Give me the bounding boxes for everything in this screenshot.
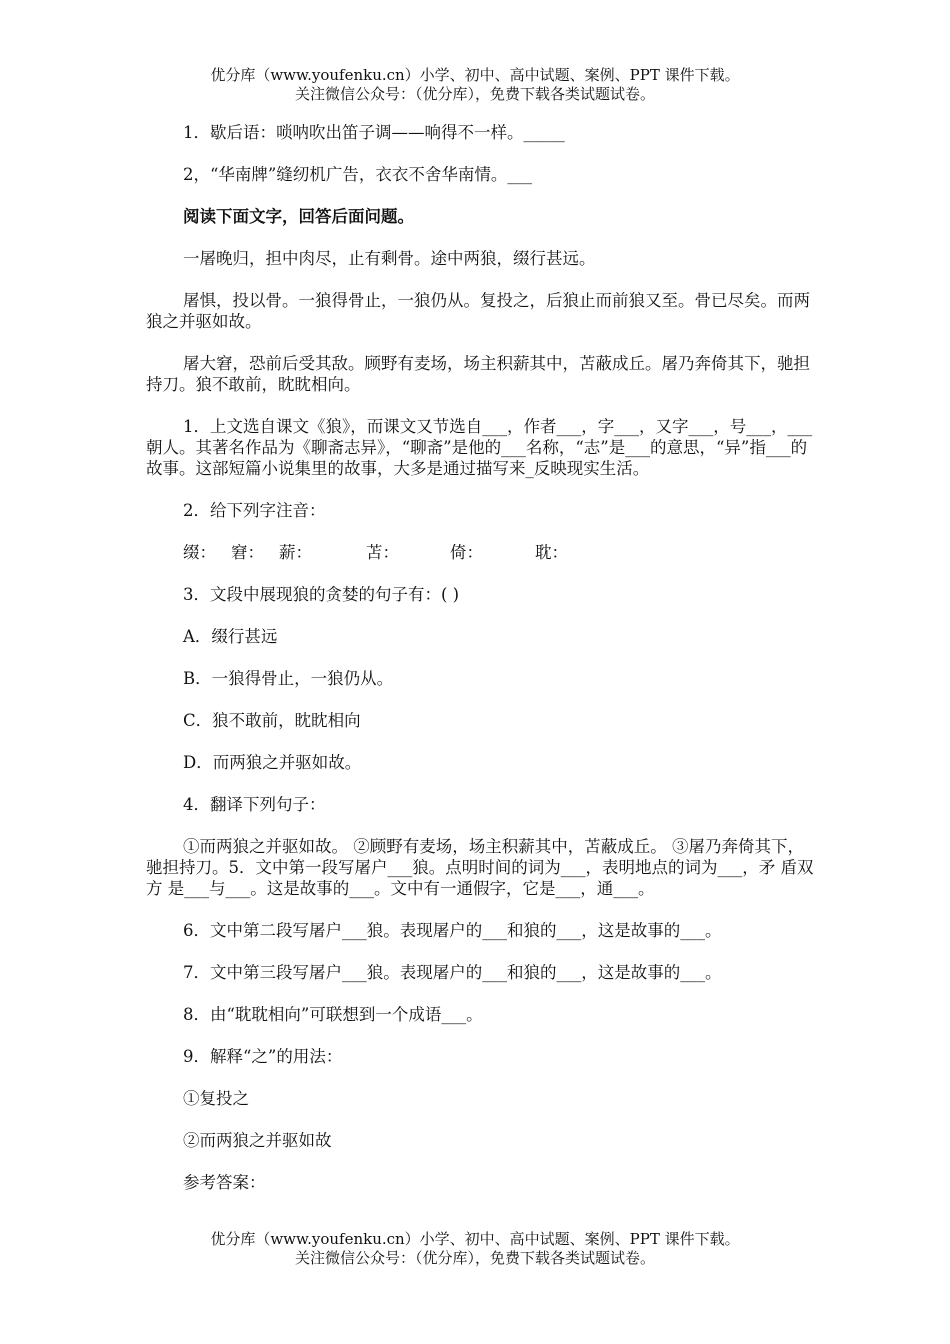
document-body <box>146 122 814 1214</box>
question-9-title: 9．解释“之”的用法： <box>183 1047 343 1066</box>
pinyin-char: 薪： <box>279 543 312 562</box>
question-9-item: ①复投之 <box>183 1089 249 1108</box>
header-line-1: 优分库（www.youfenku.cn）小学、初中、高中试题、案例、PPT 课件下载。 <box>210 66 740 84</box>
question-9-item: ②而两狼之并驱如故 <box>183 1131 332 1150</box>
reading-title: 阅读下面文字，回答后面问题。 <box>183 207 414 226</box>
question-choice-title: 3．文段中展现狼的贪婪的句子有：( ) <box>183 585 460 604</box>
footer-line-1: 优分库（www.youfenku.cn）小学、初中、高中试题、案例、PPT 课件下载。 <box>210 1230 740 1248</box>
choice-option-c: C．狼不敢前，眈眈相向 <box>183 711 361 730</box>
passage-paragraph: 屠大窘，恐前后受其敌。顾野有麦场，场主积薪其中，苫蔽成丘。屠乃奔倚其下，驰担持刀。狼不敢前，眈眈相向。 <box>146 354 810 394</box>
page-header <box>0 66 950 104</box>
passage-paragraph: 一屠晚归，担中肉尽，止有剩骨。途中两狼，缀行甚远。 <box>183 249 596 268</box>
choice-option-d: D．而两狼之并驱如故。 <box>183 753 362 772</box>
passage-paragraph: 屠惧，投以骨。一狼得骨止，一狼仍从。复投之，后狼止而前狼又至。骨已尽矣。而两狼之并驱如故。 <box>146 291 810 331</box>
pinyin-char: 倚： <box>450 543 483 562</box>
question-translate-title: 4．翻译下列句子： <box>183 795 326 814</box>
question-2-ad: 2，“华南牌”缝纫机广告，衣衣不舍华南情。___ <box>183 165 533 184</box>
question-translate-body: ①而两狼之并驱如故。 ②顾野有麦场，场主积薪其中，苫蔽成丘。 ③屠乃奔倚其下，驰担持刀。5．文中第一段写屠户___狼。点明时间的词为___，表明地点的词为___，矛 盾双方 是___与___。这是故事的___。文中有一通假字，它是___，通___。 <box>146 837 814 898</box>
pinyin-char: 耽： <box>535 543 568 562</box>
question-6: 6．文中第二段写屠户___狼。表现屠户的___和狼的___，这是故事的___。 <box>183 921 722 940</box>
choice-option-b: B．一狼得骨止，一狼仍从。 <box>183 669 394 688</box>
answer-title: 参考答案： <box>183 1173 266 1192</box>
pinyin-char: 苫： <box>366 543 399 562</box>
question-source: 1．上文选自课文《狼》，而课文又节选自___，作者___，字___，又字___，号___，___朝人。其著名作品为《聊斋志异》，“聊斋”是他的___名称，“志”是___的意思，“异”指___的故事。这部短篇小说集里的故事，大多是通过描写来_反映现实生活。 <box>146 417 813 478</box>
pinyin-char-row <box>146 542 814 563</box>
choice-option-a: A．缀行甚远 <box>183 627 278 646</box>
question-7: 7．文中第三段写屠户___狼。表现屠户的___和狼的___，这是故事的___。 <box>183 963 722 982</box>
question-1-idiom: 1．歇后语：唢呐吹出笛子调——响得不一样。_____ <box>183 123 565 142</box>
header-line-2: 关注微信公众号：（优分库），免费下载各类试题试卷。 <box>294 85 655 103</box>
question-8: 8．由“耽耽相向”可联想到一个成语___。 <box>183 1005 483 1024</box>
question-pinyin-title: 2．给下列字注音： <box>183 501 326 520</box>
footer-line-2: 关注微信公众号：（优分库），免费下载各类试题试卷。 <box>294 1249 655 1267</box>
pinyin-char: 缀： <box>183 543 216 562</box>
pinyin-char: 窘： <box>231 543 264 562</box>
page-footer <box>0 1230 950 1268</box>
